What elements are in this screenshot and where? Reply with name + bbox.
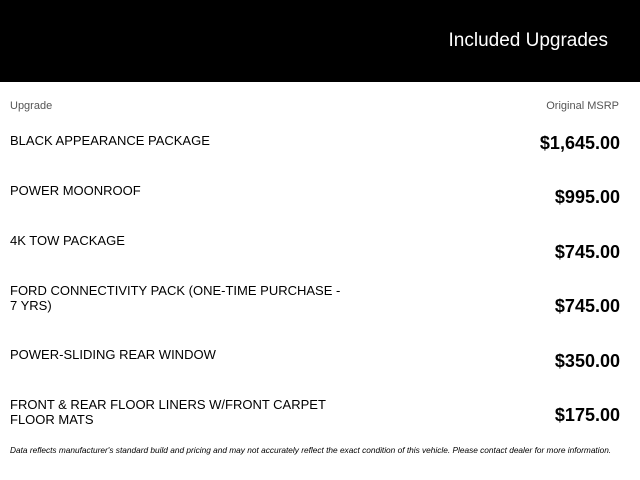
upgrade-price: $175.00: [554, 405, 620, 425]
upgrade-row: [0, 397, 640, 437]
upgrade-row: [0, 283, 640, 323]
upgrade-price: $745.00: [554, 296, 620, 316]
upgrade-column-header: Upgrade: [10, 100, 53, 112]
upgrade-price: $350.00: [554, 351, 620, 371]
upgrade-name: POWER MOONROOF: [10, 183, 141, 198]
upgrade-row: [0, 133, 640, 173]
upgrade-name: 4K TOW PACKAGE: [10, 233, 125, 248]
upgrade-row: [0, 347, 640, 387]
page-title: Included Upgrades: [448, 30, 608, 51]
upgrade-name: FRONT & REAR FLOOR LINERS W/FRONT CARPET FLOOR MATS: [10, 397, 326, 427]
upgrade-price: $745.00: [554, 242, 620, 262]
upgrade-name: BLACK APPEARANCE PACKAGE: [10, 133, 210, 148]
upgrade-price: $995.00: [554, 187, 620, 207]
upgrade-row: [0, 233, 640, 273]
upgrade-price: $1,645.00: [539, 133, 620, 153]
upgrade-name: FORD CONNECTIVITY PACK (ONE-TIME PURCHASE - 7 YRS): [10, 283, 341, 313]
upgrade-name: POWER-SLIDING REAR WINDOW: [10, 347, 216, 362]
upgrade-row: [0, 183, 640, 223]
disclaimer-text: Data reflects manufacturer's standard build and pricing and may not accurately reflect the exact condition of this vehicle. Please contact dealer for more information.: [10, 445, 612, 455]
header-bar: [0, 0, 640, 82]
msrp-column-header: Original MSRP: [546, 100, 619, 112]
